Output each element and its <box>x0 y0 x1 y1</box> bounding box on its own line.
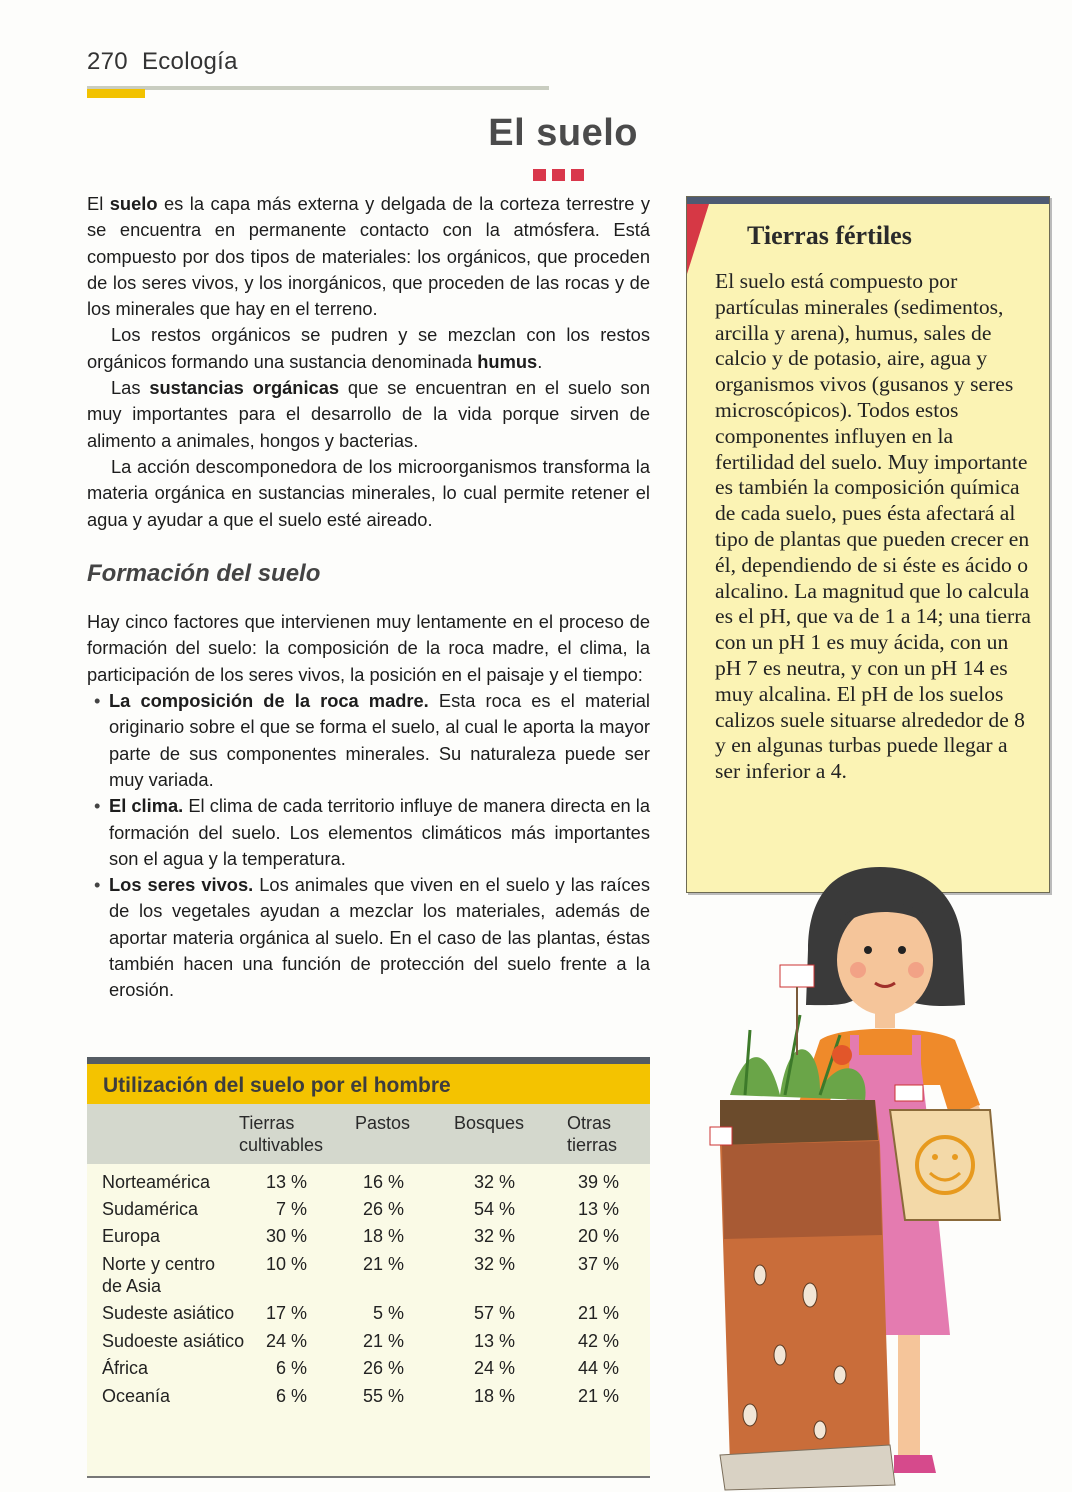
list-item: • El clima. El clima de cada territorio influye de manera directa en la formación del suelo. Los elementos climáticos más importantes son el agua y la temperatura. <box>109 793 650 872</box>
girl-soil-illustration <box>690 855 1070 1492</box>
table-column-headers <box>87 1104 650 1164</box>
sidebar-text: El suelo está compuesto por partículas minerales (sedimentos, arcilla y arena), humus, sales de calcio y de potasio, aire, agua y organismos vivos (gusanos y seres microscópicos). Todos estos componentes influyen en la fertilidad del suelo. Muy importante es también la composición química de cada suelo, pues ésta afectará al tipo de plantas que pueden crecer en él, dependiendo de si éste es ácido o alcalino. La magnitud que lo calcula es el pH, que va de 1 a 14; una tierra con un pH 1 es muy ácida, con un pH 7 es neutra, y con un pH 14 es muy alcalina. El pH de los suelos calizos suele situarse alrededor de 8 y en algunas turbas puede llegar a ser inferior a 4. <box>715 269 1031 784</box>
main-column <box>87 191 650 1004</box>
column-header: Bosques <box>454 1113 525 1133</box>
sidebar-box <box>686 196 1050 893</box>
section-heading: Formación del suelo <box>87 559 321 587</box>
header-accent-bar <box>87 89 145 98</box>
land-use-table: Utilización del suelo por el hombre Tierras cultivables Pastos Bosques Otras tierras Norteamérica 13 % 16 % 32 % 39 % Sudamérica 7 % 26 % 54 % 13 % Europa 30 % 18 % 32 % 20 % Norte y centro de Asia 10 % 21 % 32 % 37 % Sudeste asiático 17 % 5 % 57 % 21 % Sudoeste asiático 24 % 21 % 13 % 42 % África 6 % 26 % 24 % 44 % Oceanía 6 % 55 % 18 % 21 % <box>87 1057 650 1478</box>
sidebar-accent <box>687 204 709 274</box>
intro-paragraph-3: Las sustancias orgánicas que se encuentran en el suelo son muy importantes para el desarrollo de la vida porque sirven de alimento a animales, hongos y bacterias. <box>87 377 650 451</box>
list-item: • La composición de la roca madre. Esta roca es el material originario sobre el que se forma el suelo, al cual le aporta la mayor parte de sus componentes minerales. Su naturaleza puede ser muy variada. <box>109 688 650 793</box>
page-number: 270 <box>87 48 128 75</box>
sidebar-title: Tierras fértiles <box>747 221 912 250</box>
table-title: Utilización del suelo por el hombre <box>103 1074 451 1097</box>
formation-intro: Hay cinco factores que intervienen muy lentamente en el proceso de formación del suelo: la composición de la roca madre, el clima, la participación de los seres vivos, la posición en el paisaje y el tiempo: <box>87 611 650 685</box>
page-title: El suelo <box>488 112 638 154</box>
column-header: Tierras cultivables <box>239 1113 324 1155</box>
intro-paragraph-1: El suelo es la capa más externa y delgada de la corteza terrestre y se encuentra en permanente contacto con la atmósfera. Está compuesto por dos tipos de materiales: los orgánicos, que proceden de los seres vivos, y los inorgánicos, que proceden de las rocas y de los minerales que hay en el terreno. <box>87 193 650 320</box>
factors-list <box>87 688 650 1004</box>
intro-paragraph-2: Los restos orgánicos se pudren y se mezclan con los restos orgánicos formando una sustancia denominada humus. <box>87 324 650 372</box>
intro-paragraph-4: La acción descomponedora de los microorganismos transforma la materia orgánica en sustancias minerales, lo cual permite retener el agua y ayudar a que el suelo esté aireado. <box>87 455 650 530</box>
header-rule <box>87 86 549 90</box>
column-header: Otras tierras <box>567 1113 618 1155</box>
table-header <box>87 1064 650 1104</box>
list-item: • Los seres vivos. Los animales que viven en el suelo y las raíces de los vegetales ayudan a mezclar los materiales, además de aportar materia orgánica al suelo. En el caso de las plantas, éstas también hacen una función de protección del suelo frente a la erosión. <box>109 872 650 1003</box>
title-ornament <box>533 168 590 180</box>
running-header <box>87 48 238 76</box>
section-name: Ecología <box>141 48 238 75</box>
column-header: Pastos <box>355 1113 411 1133</box>
